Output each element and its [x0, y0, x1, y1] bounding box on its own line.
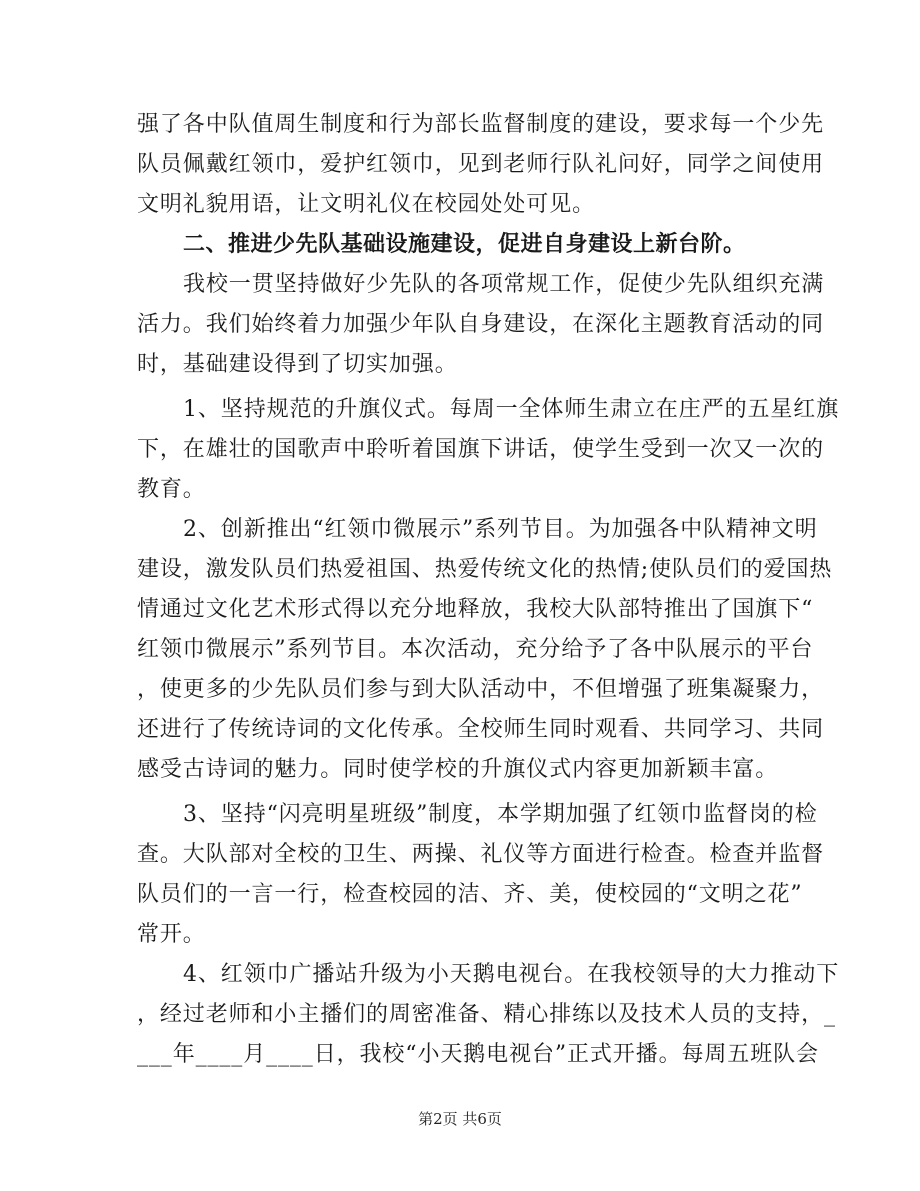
text-line: ，经过老师和小主播们的周密准备、精心排练以及技术人员的支持，_ — [137, 1002, 836, 1027]
text-line: 2、创新推出“红领巾微展示”系列节目。为加强各中队精神文明 — [183, 517, 818, 542]
text-line: 3、坚持“闪亮明星班级”制度，本学期加强了红领巾监督岗的检 — [183, 802, 818, 827]
section-heading: 二、推进少先队基础设施建设，促进自身建设上新台阶。 — [183, 232, 746, 257]
text-line: 查。大队部对全校的卫生、两操、礼仪等方面进行检查。检查并监督 — [137, 842, 825, 867]
text-line: 教育。 — [137, 477, 206, 502]
text-line: 4、红领巾广播站升级为小天鹅电视台。在我校领导的大力推动下 — [183, 962, 840, 987]
text-line: 文明礼貌用语，让文明礼仪在校园处处可见。 — [137, 192, 596, 217]
text-line: 情通过文化艺术形式得以充分地释放，我校大队部特推出了国旗下“ — [137, 597, 814, 622]
text-line: 常开。 — [137, 922, 206, 947]
text-line: 队员佩戴红领巾，爱护红领巾，见到老师行队礼问好，同学之间使用 — [137, 152, 825, 177]
text-line: 还进行了传统诗词的文化传承。全校师生同时观看、共同学习、共同 — [137, 717, 825, 742]
text-line: ，使更多的少先队员们参与到大队活动中，不但增强了班集凝聚力， — [137, 677, 825, 702]
text-line: 我校一贯坚持做好少先队的各项常规工作，促使少先队组织充满 — [183, 272, 825, 297]
text-line: 下，在雄壮的国歌声中聆听着国旗下讲话，使学生受到一次又一次的 — [137, 437, 825, 462]
text-line: ___年____月____日，我校“小天鹅电视台”正式开播。每周五班队会 — [137, 1042, 819, 1067]
text-line: 强了各中队值周生制度和行为部长监督制度的建设，要求每一个少先 — [137, 112, 825, 137]
text-line: 感受古诗词的魅力。同时使学校的升旗仪式内容更加新颖丰富。 — [137, 757, 779, 782]
text-line: 时，基础建设得到了切实加强。 — [137, 352, 458, 377]
text-line: 红领巾微展示”系列节目。本次活动，充分给予了各中队展示的平台 — [137, 637, 814, 662]
text-line: 队员们的一言一行，检查校园的洁、齐、美，使校园的“文明之花” — [137, 882, 803, 907]
text-line: 建设，激发队员们热爱祖国、热爱传统文化的热情;使队员们的爱国热 — [137, 557, 833, 582]
text-line: 活力。我们始终着力加强少年队自身建设，在深化主题教育活动的同 — [137, 312, 825, 337]
page-footer: 第2页 共6页 — [418, 1110, 502, 1128]
text-line: 1、坚持规范的升旗仪式。每周一全体师生肃立在庄严的五星红旗 — [183, 397, 840, 422]
